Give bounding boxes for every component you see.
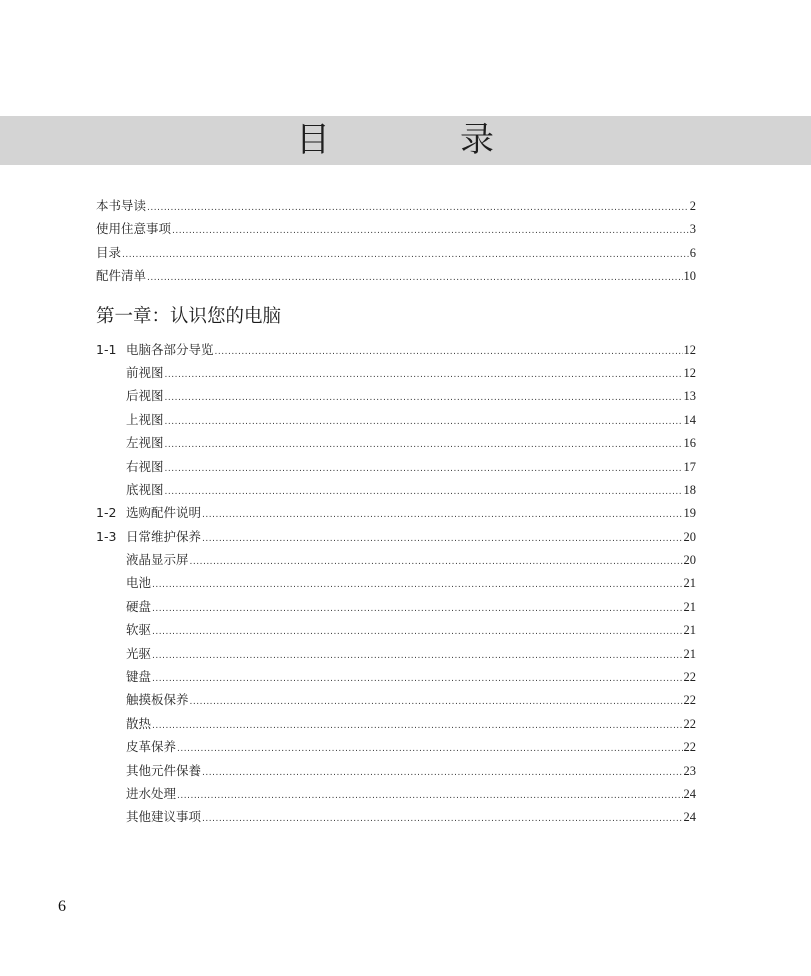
- entry-title: 配件清单: [96, 268, 147, 284]
- dot-leader: [177, 745, 682, 754]
- entry-title: 电脑各部分导览: [126, 341, 214, 357]
- dot-leader: [165, 441, 683, 450]
- dot-leader: [152, 652, 682, 661]
- toc-entry[interactable]: [96, 597, 696, 620]
- entry-page: 13: [683, 389, 696, 404]
- entry-title: 硬盘: [126, 598, 152, 614]
- dot-leader: [152, 628, 682, 637]
- entry-page: 2: [689, 199, 696, 213]
- entry-page: 12: [683, 365, 696, 380]
- title-char-1: 目: [296, 120, 330, 160]
- chapter-heading: 第一章：认识您的电脑: [96, 305, 282, 327]
- entry-title: 触摸板保养: [126, 692, 189, 708]
- section-number: 1-1: [96, 341, 117, 357]
- entry-page: 24: [683, 786, 696, 801]
- toc-entry[interactable]: [96, 410, 696, 433]
- entry-page: 19: [683, 506, 696, 521]
- entry-page: 12: [683, 342, 696, 357]
- entry-page: 6: [689, 245, 696, 260]
- toc-entry[interactable]: [96, 714, 696, 737]
- entry-page: 14: [683, 412, 696, 427]
- dot-leader: [165, 465, 683, 474]
- toc-entry[interactable]: [96, 340, 696, 363]
- entry-title: 日常维护保养: [126, 528, 202, 544]
- entry-title: 前视图: [126, 364, 164, 380]
- toc-entry[interactable]: [96, 363, 696, 386]
- section-number: 1-2: [96, 505, 117, 521]
- chapter-entry-list: [96, 340, 696, 831]
- entry-title: 使用住意事项: [96, 221, 172, 237]
- dot-leader: [152, 605, 682, 614]
- entry-page: 21: [683, 599, 696, 614]
- toc-entry[interactable]: [96, 219, 696, 242]
- entry-page: 21: [683, 623, 696, 638]
- title-banner: [0, 116, 811, 165]
- entry-title: 软驱: [126, 622, 152, 638]
- entry-page: 22: [683, 670, 696, 685]
- dot-leader: [165, 371, 683, 380]
- entry-page: 3: [689, 222, 696, 237]
- dot-leader: [190, 698, 683, 707]
- entry-title: 光驱: [126, 645, 152, 661]
- entry-page: 22: [683, 740, 696, 755]
- dot-leader: [215, 348, 683, 357]
- dot-leader: [177, 792, 682, 801]
- dot-leader: [202, 511, 682, 520]
- title-char-2: 录: [460, 120, 494, 160]
- toc-entry[interactable]: [96, 480, 696, 503]
- section-number: 1-3: [96, 528, 117, 544]
- entry-title: 右视图: [126, 458, 164, 474]
- entry-page: 24: [683, 810, 696, 825]
- entry-title: 皮革保养: [126, 739, 177, 755]
- dot-leader: [147, 204, 689, 213]
- entry-page: 17: [683, 459, 696, 474]
- entry-title: 键盘: [126, 669, 152, 685]
- toc-entry[interactable]: [96, 457, 696, 480]
- entry-page: 20: [683, 529, 696, 544]
- toc-entry[interactable]: [96, 386, 696, 409]
- entry-page: 22: [683, 693, 696, 708]
- entry-page: 18: [683, 482, 696, 497]
- entry-title: 其他元件保養: [126, 762, 202, 778]
- entry-title: 后视图: [126, 388, 164, 404]
- toc-entry[interactable]: [96, 433, 696, 456]
- table-of-contents: [96, 196, 696, 831]
- entry-page: 22: [683, 716, 696, 731]
- toc-entry[interactable]: [96, 690, 696, 713]
- toc-entry[interactable]: [96, 550, 696, 573]
- dot-leader: [172, 227, 689, 236]
- entry-title: 液晶显示屏: [126, 552, 189, 568]
- dot-leader: [152, 675, 682, 684]
- toc-entry[interactable]: [96, 266, 696, 289]
- toc-entry[interactable]: [96, 807, 696, 830]
- entry-title: 底视图: [126, 481, 164, 497]
- entry-title: 选购配件说明: [126, 505, 202, 521]
- entry-title: 其他建议事项: [126, 809, 202, 825]
- entry-page: 20: [683, 553, 696, 568]
- entry-title: 上视图: [126, 411, 164, 427]
- toc-entry[interactable]: [96, 667, 696, 690]
- entry-title: 左视图: [126, 435, 164, 451]
- dot-leader: [165, 488, 683, 497]
- entry-title: 进水处理: [126, 785, 177, 801]
- dot-leader: [152, 722, 682, 731]
- toc-entry[interactable]: [96, 243, 696, 266]
- entry-page: 10: [683, 269, 696, 284]
- entry-page: 21: [683, 646, 696, 661]
- entry-title: 目录: [96, 244, 122, 260]
- toc-entry[interactable]: [96, 784, 696, 807]
- dot-leader: [202, 769, 682, 778]
- dot-leader: [147, 274, 682, 283]
- toc-entry[interactable]: [96, 644, 696, 667]
- page-number: 6: [58, 898, 66, 915]
- dot-leader: [202, 815, 682, 824]
- toc-entry[interactable]: [96, 527, 696, 550]
- toc-entry[interactable]: [96, 196, 696, 219]
- entry-title: 本书导读: [96, 198, 147, 213]
- front-matter-list: [96, 196, 696, 290]
- dot-leader: [165, 418, 683, 427]
- toc-entry[interactable]: [96, 503, 696, 526]
- entry-title: 散热: [126, 715, 152, 731]
- dot-leader: [152, 581, 682, 590]
- toc-entry[interactable]: [96, 761, 696, 784]
- toc-entry[interactable]: [96, 573, 696, 596]
- dot-leader: [190, 558, 683, 567]
- entry-title: 电池: [126, 575, 152, 591]
- toc-entry[interactable]: [96, 620, 696, 643]
- entry-page: 21: [683, 576, 696, 591]
- dot-leader: [122, 251, 689, 260]
- dot-leader: [165, 394, 683, 403]
- entry-page: 23: [683, 763, 696, 778]
- entry-page: 16: [683, 436, 696, 451]
- dot-leader: [202, 535, 682, 544]
- toc-entry[interactable]: [96, 737, 696, 760]
